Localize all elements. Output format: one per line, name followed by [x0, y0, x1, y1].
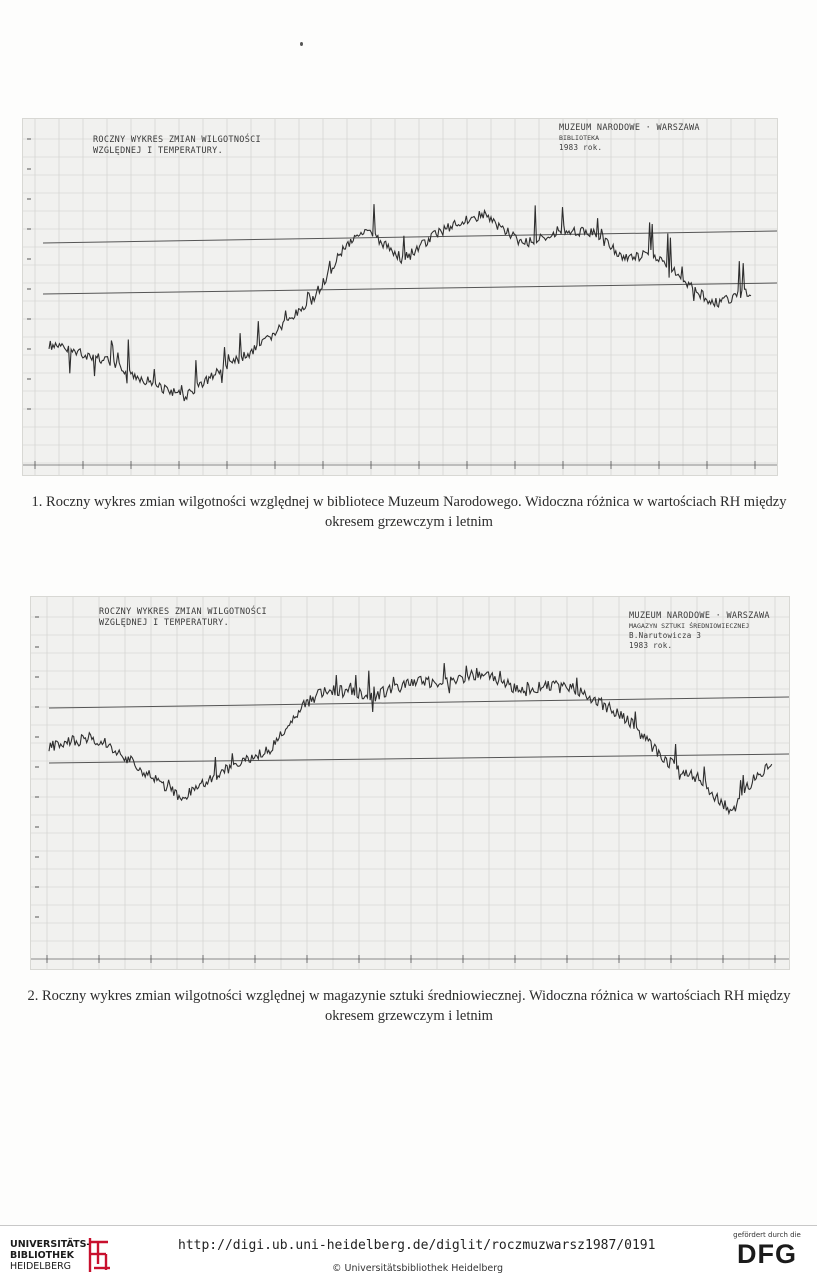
figure-1-institution-label [559, 123, 700, 153]
library-logo-line3: HEIDELBERG [10, 1261, 72, 1272]
figure-2-chart [30, 596, 790, 970]
reference-line [43, 231, 777, 243]
dfg-funding[interactable] [722, 1231, 812, 1269]
figure-1-caption: 1. Roczny wykres zmian wilgotności względnej w bibliotece Muzeum Narodowego. Widoczna różnica w wartościach RH między okresem grzewczym i letnim [31, 494, 787, 530]
figure-2-institution: MUZEUM NARODOWE · WARSZAWA [629, 611, 770, 621]
figure-1-title-line2: WZGLĘDNEJ I TEMPERATURY. [93, 146, 224, 157]
reference-line [43, 283, 777, 294]
figure-2-chart-title [99, 607, 267, 630]
humidity-trace [49, 204, 751, 401]
figure-1-institution: MUZEUM NARODOWE · WARSZAWA [559, 123, 700, 133]
figure-1-plot [23, 119, 777, 475]
funding-text: gefördert durch die [733, 1231, 801, 1239]
figure-2-title-line2: WZGLĘDNEJ I TEMPERATURY. [99, 618, 230, 629]
library-emblem-icon [84, 1234, 114, 1276]
figure-1-chart-title [93, 135, 261, 158]
figure-1-title-line1: ROCZNY WYKRES ZMIAN WILGOTNOŚCI [93, 135, 261, 145]
figure-1-location: BIBLIOTEKA [559, 134, 600, 143]
page-permalink[interactable]: http://digi.ub.uni-heidelberg.de/diglit/roczmuzwarsz1987/0191 [178, 1238, 656, 1253]
figure-2-location: MAGAZYN SZTUKI ŚREDNIOWIECZNEJ [629, 622, 750, 631]
reference-line [49, 754, 789, 763]
figure-2-plot [31, 597, 789, 969]
humidity-trace [49, 663, 772, 813]
footer-bar [0, 1225, 817, 1284]
page-mark [300, 42, 303, 46]
library-logo-line1: UNIVERSITÄTS- [10, 1239, 91, 1250]
figure-2-institution-label [629, 611, 770, 651]
reference-line [49, 697, 789, 708]
figure-2-title-line1: ROCZNY WYKRES ZMIAN WILGOTNOŚCI [99, 607, 267, 617]
figure-1-year: 1983 rok. [559, 143, 603, 153]
library-logo-line2: BIBLIOTHEK [10, 1250, 74, 1261]
dfg-logo: DFG [737, 1239, 797, 1269]
figure-1-chart [22, 118, 778, 476]
figure-2-caption: 2. Roczny wykres zmian wilgotności względnej w magazynie sztuki średniowiecznej. Widoczna różnica w wartościach RH między okresem grzewczym i letnim [27, 988, 791, 1024]
copyright-notice: © Universitätsbibliothek Heidelberg [332, 1263, 504, 1274]
figure-2-address: B.Narutowicza 3 [629, 631, 702, 641]
library-logo[interactable] [10, 1239, 90, 1272]
figure-2-year: 1983 rok. [629, 641, 673, 651]
